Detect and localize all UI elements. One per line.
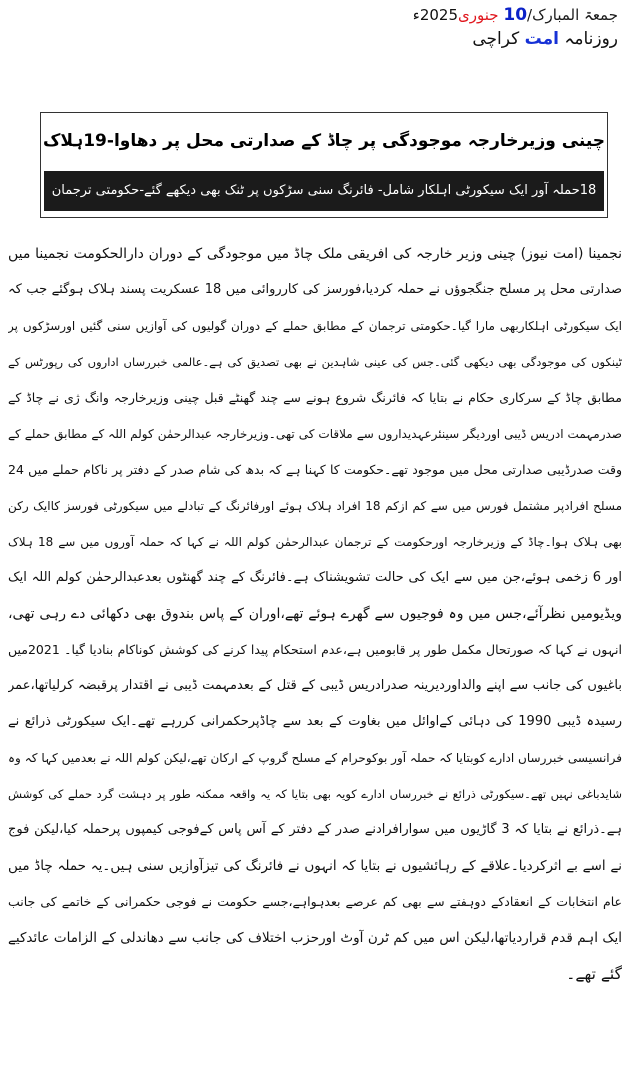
article-line: وقت صدرڈیبی صدارتی محل میں موجود تھے۔حکومت کا کہنا ہے کہ بدھ کی شام صدر کے دفتر پر ناکام حملے میں 24 bbox=[8, 462, 622, 477]
article-line: نجمینا (امت نیوز) چینی وزیر خارجہ کی افریقی ملک چاڈ میں موجودگی کے دوران دارالحکومت نجمینا میں bbox=[8, 246, 622, 262]
article-line: عام انتخابات کے انعقادکے دوہفتے سے بھی کم عرصے بعدہواہے،جسے حکومت نے فوجی حکمرانی کے خاتمے کی جانب bbox=[8, 894, 622, 909]
article-line: مسلح افرادپر مشتمل فورس میں سے کم ازکم 18 افراد ہلاک ہوئے اورفائرنگ کے تبادلے میں سیکورٹی فورسز کاایک رکن bbox=[8, 499, 622, 513]
article-line: ٹینکوں کی موجودگی بھی دیکھی گئی۔جس کی عینی شاہدین نے بھی تصدیق کی ہے۔عالمی خبررساں اداروں کی رپورٹس کے bbox=[8, 355, 622, 369]
paper-brand: امت bbox=[524, 29, 559, 49]
article-line: نے اسے بے اثرکردیا۔علاقے کے رہائشیوں نے بتایا کہ انہوں نے فائرنگ کی تیزآوازیں سنی ہیں۔یہ حملہ چاڈ میں bbox=[8, 858, 622, 874]
masthead bbox=[318, 4, 618, 52]
article-line: باغیوں کی جانب سے اپنے والداوردیرینہ صدرادریس ڈیبی کے قتل کے بعدمہمت ڈیبی نے اقتدار پرقبضہ کرلیاتھا،عمر bbox=[8, 678, 622, 693]
article-body bbox=[8, 236, 622, 992]
article-line: رسیدہ ڈیبی 1990 کی دہائی کےاوائل میں بغاوت کے بعد سے چاڈپرحکمرانی کررہے تھے۔ایک سیکورٹی ذرائع نے bbox=[8, 714, 622, 729]
date-line bbox=[318, 4, 618, 26]
article-line: ایک سیکورٹی اہلکاربھی مارا گیا۔حکومتی ترجمان کے مطابق حملے کے دوران گولیوں کی آوازیں سنی گئیں اورسڑکوں پر bbox=[8, 319, 622, 333]
article-line: ویڈیومیں نظرآئے،جس میں وہ فوجیوں سے گھرے ہوئے تھے،اوران کے پاس بندوق بھی دکھائی دے رہی تھی، bbox=[8, 606, 622, 622]
date-number: 10 bbox=[503, 5, 528, 25]
article-line: بھی ہلاک ہوا۔چاڈ کے وزیرخارجہ اورحکومت کے ترجمان عبدالرحمٰن کولم اللہ نے کہا کہ حملہ آوروں میں سے 18 ہلاک bbox=[8, 535, 622, 549]
paper-prefix: روزنامہ bbox=[564, 29, 618, 49]
paper-city: کراچی bbox=[472, 29, 520, 49]
article-line: صدرمہمت ادریس ڈیبی اوردیگر سینئرعہدیداروں سے ملاقات کی تھی۔وزیرخارجہ عبدالرحمٰن کولم اللہ کے مطابق حملے کے bbox=[8, 427, 622, 441]
article-line: اور 6 زخمی ہوئے،جن میں سے ایک کی حالت تشویشناک ہے۔فائرنگ کے چند گھنٹوں بعدعبدالرحمٰن کولم اللہ ایک bbox=[8, 570, 622, 585]
subhead: 18حملہ آور ایک سیکورٹی اہلکار شامل- فائرنگ سنی سڑکوں پر ٹنک بھی دیکھے گئے-حکومتی ترجمان bbox=[44, 171, 604, 211]
article-line: ایک اہم قدم قراردیاتھا،لیکن اس میں کم ٹرن آوٹ اورحزب اختلاف کی جانب سے دھاندلی کے الزامات عائدکیے bbox=[8, 930, 622, 946]
headline-box bbox=[40, 112, 608, 218]
date-day: جمعۃ المبارک/ bbox=[527, 6, 618, 24]
article-line: فرانسیسی خبررساں ادارے کوبتایا کہ حملہ آور بوکوحرام کے مسلح گروپ کے ارکان تھے،لیکن کولم اللہ نے بعدمیں کہا کہ وہ bbox=[8, 751, 622, 765]
article-line: صدارتی محل پر مسلح جنگجوؤں نے حملہ کردیا،فورسز کی کارروائی میں 18 عسکریت پسند ہلاک ہوگئے جب کہ bbox=[8, 282, 622, 297]
headline: چینی وزیرخارجہ موجودگی پر چاڈ کے صدارتی محل پر دھاوا-19ہلاک bbox=[42, 131, 606, 151]
article-line: گئے تھے۔ bbox=[566, 965, 622, 983]
article-line: ہے۔ذرائع نے بتایا کہ 3 گاڑیوں میں سوارافرادنے صدر کے دفتر کے آس پاس کےفوجی کیمپوں پرحملہ کیا،لیکن فوج bbox=[8, 822, 622, 837]
article-line: انہوں نے کہا کہ صورتحال مکمل طور پر قابومیں ہے،عدم استحکام پیدا کرنے کی کوشش کوناکام بنادیا گیا۔ 2021میں bbox=[8, 642, 622, 657]
paper-name bbox=[318, 26, 618, 52]
date-year: 2025ء bbox=[412, 6, 459, 24]
article-line: شایدباغی نہیں تھے۔سیکورٹی ذرائع نے خبررساں ادارے کویہ بھی بتایا کہ یہ واقعہ ممکنہ طور پر دہشت گرد حملے کی کوشش bbox=[8, 787, 622, 801]
article-line: مطابق چاڈ کے سرکاری حکام نے بتایا کہ فائرنگ شروع ہونے سے چند گھنٹے قبل چینی وزیرخارجہ وانگ ژی نے چاڈ کے bbox=[8, 390, 622, 405]
date-month: جنوری bbox=[458, 6, 499, 24]
